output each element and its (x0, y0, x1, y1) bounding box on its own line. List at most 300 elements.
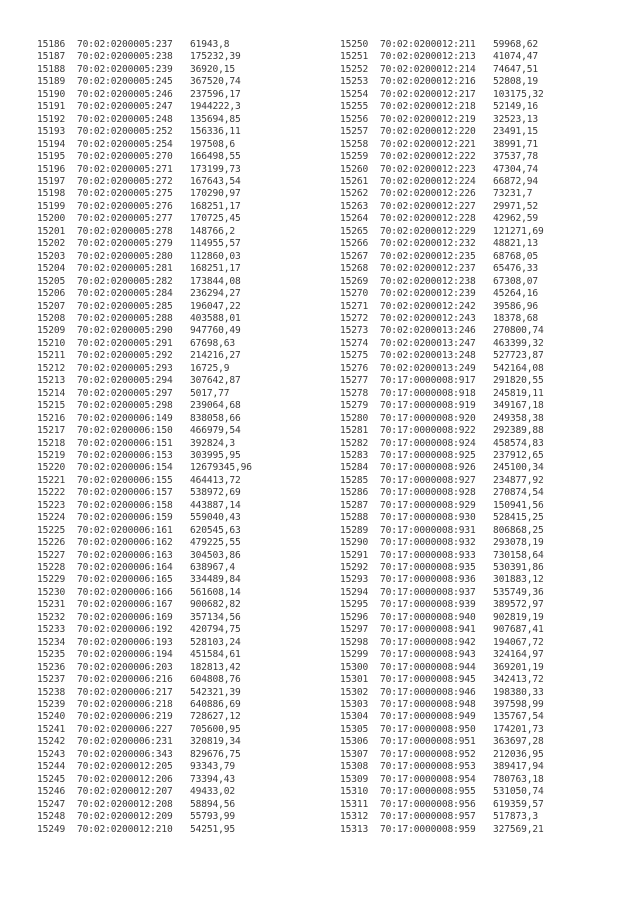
cadastral-number: 70:17:0000008:925 (380, 449, 476, 461)
row-number: 15193 (37, 126, 66, 138)
cadastral-value: 479225,55 (190, 537, 241, 549)
cadastral-value: 73231,7 (493, 188, 533, 200)
table-row (340, 39, 613, 51)
cadastral-value: 349167,18 (493, 400, 544, 412)
row-number: 15227 (37, 549, 66, 561)
table-row (340, 736, 613, 748)
cadastral-number: 70:17:0000008:949 (380, 711, 476, 723)
cadastral-number: 70:02:0200006:169 (77, 611, 173, 623)
row-number: 15232 (37, 611, 66, 623)
row-number: 15231 (37, 599, 66, 611)
cadastral-number: 70:02:0200005:294 (77, 375, 173, 387)
cadastral-value: 535749,36 (493, 586, 544, 598)
cadastral-number: 70:02:0200006:218 (77, 699, 173, 711)
table-row (340, 724, 613, 736)
cadastral-value: 236294,27 (190, 288, 241, 300)
cadastral-number: 70:02:0200006:163 (77, 549, 173, 561)
cadastral-value: 270800,74 (493, 325, 544, 337)
cadastral-value: 49433,02 (190, 786, 236, 798)
cadastral-number: 70:02:0200012:217 (380, 88, 476, 100)
row-number: 15281 (340, 425, 369, 437)
cadastral-value: 420794,75 (190, 624, 241, 636)
cadastral-number: 70:17:0000008:927 (380, 474, 476, 486)
row-number: 15282 (340, 437, 369, 449)
cadastral-number: 70:02:0200006:219 (77, 711, 173, 723)
row-number: 15269 (340, 275, 369, 287)
row-number: 15212 (37, 362, 66, 374)
row-number: 15222 (37, 487, 66, 499)
row-number: 15230 (37, 586, 66, 598)
table-row (340, 139, 613, 151)
table-row (37, 811, 310, 823)
table-row (340, 64, 613, 76)
cadastral-number: 70:17:0000008:937 (380, 586, 476, 598)
cadastral-value: 249358,38 (493, 412, 544, 424)
table-row (37, 687, 310, 699)
row-number: 15292 (340, 562, 369, 574)
table-row (37, 101, 310, 113)
cadastral-value: 239064,68 (190, 400, 241, 412)
row-number: 15259 (340, 151, 369, 163)
cadastral-number: 70:17:0000008:957 (380, 811, 476, 823)
row-number: 15312 (340, 811, 369, 823)
table-row (37, 400, 310, 412)
cadastral-value: 114955,57 (190, 238, 241, 250)
row-number: 15221 (37, 474, 66, 486)
cadastral-number: 70:02:0200005:282 (77, 275, 173, 287)
row-number: 15301 (340, 674, 369, 686)
row-number: 15270 (340, 288, 369, 300)
cadastral-number: 70:17:0000008:932 (380, 537, 476, 549)
cadastral-value: 270874,54 (493, 487, 544, 499)
table-row (340, 786, 613, 798)
cadastral-number: 70:02:0200012:209 (77, 811, 173, 823)
cadastral-number: 70:02:0200005:254 (77, 138, 173, 150)
cadastral-number: 70:02:0200012:208 (77, 798, 173, 810)
table-row (37, 375, 310, 387)
cadastral-value: 367520,74 (190, 76, 241, 88)
row-number: 15217 (37, 425, 66, 437)
cadastral-number: 70:02:0200006:164 (77, 562, 173, 574)
row-number: 15219 (37, 449, 66, 461)
row-number: 15279 (340, 400, 369, 412)
table-row (37, 201, 310, 213)
table-row (340, 475, 613, 487)
cadastral-number: 70:02:0200005:280 (77, 250, 173, 262)
cadastral-value: 304503,86 (190, 549, 241, 561)
table-row (340, 562, 613, 574)
table-row (37, 662, 310, 674)
cadastral-value: 538972,69 (190, 487, 241, 499)
cadastral-number: 70:02:0200005:288 (77, 312, 173, 324)
table-row (340, 749, 613, 761)
cadastral-value: 170725,45 (190, 213, 241, 225)
table-row (340, 487, 613, 499)
table-row (37, 824, 310, 836)
row-number: 15198 (37, 188, 66, 200)
table-row (37, 574, 310, 586)
table-row (340, 450, 613, 462)
row-number: 15273 (340, 325, 369, 337)
cadastral-number: 70:02:0200012:232 (380, 238, 476, 250)
cadastral-value: 620545,63 (190, 524, 241, 536)
row-number: 15313 (340, 823, 369, 835)
cadastral-number: 70:02:0200012:211 (380, 39, 476, 50)
cadastral-value: 334489,84 (190, 574, 241, 586)
cadastral-number: 70:02:0200013:247 (380, 337, 476, 349)
table-row (340, 325, 613, 337)
table-row (340, 201, 613, 213)
row-number: 15234 (37, 636, 66, 648)
table-row (340, 251, 613, 263)
cadastral-number: 70:02:0200012:206 (77, 773, 173, 785)
table-row (37, 450, 310, 462)
cadastral-number: 70:02:0200005:293 (77, 362, 173, 374)
table-row (340, 238, 613, 250)
table-row (37, 699, 310, 711)
cadastral-number: 70:02:0200006:165 (77, 574, 173, 586)
table-row (340, 288, 613, 300)
row-number: 15194 (37, 138, 66, 150)
table-row (340, 512, 613, 524)
row-number: 15299 (340, 649, 369, 661)
cadastral-value: 542321,39 (190, 686, 241, 698)
row-number: 15216 (37, 412, 66, 424)
cadastral-number: 70:02:0200005:276 (77, 200, 173, 212)
table-row (37, 599, 310, 611)
row-number: 15288 (340, 512, 369, 524)
row-number: 15199 (37, 200, 66, 212)
cadastral-number: 70:02:0200012:205 (77, 761, 173, 773)
cadastral-value: 531050,74 (493, 786, 544, 798)
row-number: 15224 (37, 512, 66, 524)
cadastral-number: 70:17:0000008:918 (380, 387, 476, 399)
row-number: 15311 (340, 798, 369, 810)
cadastral-value: 168251,17 (190, 263, 241, 275)
table-row (340, 164, 613, 176)
table-row (37, 139, 310, 151)
cadastral-number: 70:02:0200005:272 (77, 175, 173, 187)
table-row (340, 599, 613, 611)
row-number: 15187 (37, 51, 66, 63)
table-row (340, 438, 613, 450)
table-row (340, 188, 613, 200)
row-number: 15283 (340, 449, 369, 461)
cadastral-value: 73394,43 (190, 773, 236, 785)
table-row (37, 624, 310, 636)
row-number: 15220 (37, 462, 66, 474)
cadastral-number: 70:02:0200013:246 (380, 325, 476, 337)
row-number: 15189 (37, 76, 66, 88)
cadastral-number: 70:02:0200006:193 (77, 636, 173, 648)
cadastral-value: 194067,72 (493, 636, 544, 648)
row-number: 15295 (340, 599, 369, 611)
row-number: 15254 (340, 88, 369, 100)
cadastral-value: 464413,72 (190, 474, 241, 486)
cadastral-value: 530391,86 (493, 562, 544, 574)
table-row (340, 574, 613, 586)
cadastral-value: 728627,12 (190, 711, 241, 723)
table-row (340, 711, 613, 723)
cadastral-value: 237596,17 (190, 88, 241, 100)
row-number: 15239 (37, 699, 66, 711)
cadastral-value: 182813,42 (190, 661, 241, 673)
cadastral-number: 70:02:0200013:248 (380, 350, 476, 362)
cadastral-number: 70:02:0200012:219 (380, 113, 476, 125)
table-row (340, 226, 613, 238)
table-row (37, 711, 310, 723)
cadastral-value: 463399,32 (493, 337, 544, 349)
table-row (340, 388, 613, 400)
cadastral-value: 67308,07 (493, 275, 539, 287)
cadastral-value: 174201,73 (493, 723, 544, 735)
table-column-left (37, 39, 310, 836)
table-row (37, 226, 310, 238)
cadastral-value: 947760,49 (190, 325, 241, 337)
cadastral-value: 36920,15 (190, 63, 236, 75)
row-number: 15309 (340, 773, 369, 785)
cadastral-number: 70:02:0200005:248 (77, 113, 173, 125)
cadastral-value: 245819,11 (493, 387, 544, 399)
cadastral-value: 175232,39 (190, 51, 241, 63)
cadastral-value: 528415,25 (493, 512, 544, 524)
table-row (37, 213, 310, 225)
cadastral-number: 70:02:0200012:242 (380, 300, 476, 312)
row-number: 15223 (37, 499, 66, 511)
row-number: 15195 (37, 151, 66, 163)
cadastral-number: 70:02:0200005:292 (77, 350, 173, 362)
cadastral-number: 70:02:0200012:218 (380, 101, 476, 113)
table-row (340, 550, 613, 562)
row-number: 15203 (37, 250, 66, 262)
table-row (37, 188, 310, 200)
table-row (340, 101, 613, 113)
cadastral-number: 70:02:0200006:154 (77, 462, 173, 474)
cadastral-number: 70:17:0000008:929 (380, 499, 476, 511)
cadastral-value: 1944222,3 (190, 101, 241, 113)
table-row (340, 114, 613, 126)
cadastral-value: 68768,05 (493, 250, 539, 262)
row-number: 15296 (340, 611, 369, 623)
table-row (37, 761, 310, 773)
cadastral-value: 214216,27 (190, 350, 241, 362)
row-number: 15186 (37, 39, 66, 50)
cadastral-number: 70:17:0000008:953 (380, 761, 476, 773)
cadastral-value: 112860,03 (190, 250, 241, 262)
row-number: 15226 (37, 537, 66, 549)
table-row (340, 126, 613, 138)
table-row (37, 263, 310, 275)
row-number: 15271 (340, 300, 369, 312)
cadastral-number: 70:17:0000008:954 (380, 773, 476, 785)
table-row (340, 375, 613, 387)
cadastral-value: 135767,54 (493, 711, 544, 723)
row-number: 15245 (37, 773, 66, 785)
table-row (37, 301, 310, 313)
cadastral-number: 70:17:0000008:946 (380, 686, 476, 698)
table-row (37, 363, 310, 375)
row-number: 15305 (340, 723, 369, 735)
cadastral-number: 70:02:0200012:228 (380, 213, 476, 225)
row-number: 15228 (37, 562, 66, 574)
row-number: 15209 (37, 325, 66, 337)
cadastral-number: 70:02:0200006:203 (77, 661, 173, 673)
table-row (37, 799, 310, 811)
row-number: 15284 (340, 462, 369, 474)
cadastral-value: 18378,68 (493, 312, 539, 324)
row-number: 15233 (37, 624, 66, 636)
row-number: 15255 (340, 101, 369, 113)
row-number: 15238 (37, 686, 66, 698)
cadastral-value: 320819,34 (190, 736, 241, 748)
cadastral-number: 70:02:0200012:224 (380, 175, 476, 187)
table-row (340, 662, 613, 674)
table-row (37, 512, 310, 524)
cadastral-number: 70:02:0200005:238 (77, 51, 173, 63)
cadastral-value: 397598,99 (493, 699, 544, 711)
cadastral-value: 806868,25 (493, 524, 544, 536)
cadastral-number: 70:02:0200005:239 (77, 63, 173, 75)
cadastral-value: 103175,32 (493, 88, 544, 100)
cadastral-value: 61943,8 (190, 39, 230, 50)
cadastral-value: 838058,66 (190, 412, 241, 424)
cadastral-value: 292389,88 (493, 425, 544, 437)
cadastral-value: 168251,17 (190, 200, 241, 212)
cadastral-number: 70:02:0200005:281 (77, 263, 173, 275)
row-number: 15249 (37, 823, 66, 835)
cadastral-number: 70:02:0200012:221 (380, 138, 476, 150)
row-number: 15192 (37, 113, 66, 125)
cadastral-value: 604808,76 (190, 674, 241, 686)
table-row (340, 350, 613, 362)
table-row (340, 612, 613, 624)
row-number: 15264 (340, 213, 369, 225)
table-row (37, 39, 310, 51)
cadastral-value: 167643,54 (190, 175, 241, 187)
row-number: 15307 (340, 748, 369, 760)
cadastral-number: 70:02:0200006:159 (77, 512, 173, 524)
cadastral-number: 70:02:0200005:245 (77, 76, 173, 88)
cadastral-number: 70:17:0000008:917 (380, 375, 476, 387)
cadastral-number: 70:17:0000008:942 (380, 636, 476, 648)
table-row (340, 301, 613, 313)
cadastral-number: 70:17:0000008:948 (380, 699, 476, 711)
row-number: 15260 (340, 163, 369, 175)
cadastral-value: 58894,56 (190, 798, 236, 810)
cadastral-value: 517873,3 (493, 811, 539, 823)
table-row (37, 276, 310, 288)
cadastral-value: 403588,01 (190, 312, 241, 324)
cadastral-value: 54251,95 (190, 823, 236, 835)
row-number: 15261 (340, 175, 369, 187)
table-row (37, 89, 310, 101)
row-number: 15308 (340, 761, 369, 773)
table-row (37, 475, 310, 487)
cadastral-value: 196047,22 (190, 300, 241, 312)
table-row (340, 699, 613, 711)
cadastral-number: 70:17:0000008:924 (380, 437, 476, 449)
cadastral-number: 70:02:0200005:279 (77, 238, 173, 250)
cadastral-value: 443887,14 (190, 499, 241, 511)
table-row (37, 350, 310, 362)
cadastral-number: 70:17:0000008:945 (380, 674, 476, 686)
row-number: 15298 (340, 636, 369, 648)
table-row (340, 425, 613, 437)
row-number: 15290 (340, 537, 369, 549)
cadastral-number: 70:02:0200006:343 (77, 748, 173, 760)
cadastral-value: 148766,2 (190, 225, 236, 237)
row-number: 15285 (340, 474, 369, 486)
table-row (37, 164, 310, 176)
row-number: 15248 (37, 811, 66, 823)
cadastral-number: 70:02:0200012:223 (380, 163, 476, 175)
row-number: 15257 (340, 126, 369, 138)
cadastral-value: 32523,13 (493, 113, 539, 125)
table-row (37, 774, 310, 786)
table-row (340, 824, 613, 836)
table-row (37, 500, 310, 512)
cadastral-value: 363697,28 (493, 736, 544, 748)
cadastral-value: 42962,59 (493, 213, 539, 225)
table-row (37, 637, 310, 649)
row-number: 15244 (37, 761, 66, 773)
row-number: 15286 (340, 487, 369, 499)
cadastral-number: 70:02:0200006:151 (77, 437, 173, 449)
cadastral-value: 245100,34 (493, 462, 544, 474)
table-row (340, 799, 613, 811)
table-row (37, 786, 310, 798)
cadastral-number: 70:02:0200006:149 (77, 412, 173, 424)
cadastral-value: 198380,33 (493, 686, 544, 698)
row-number: 15240 (37, 711, 66, 723)
table-row (340, 500, 613, 512)
cadastral-number: 70:17:0000008:956 (380, 798, 476, 810)
cadastral-number: 70:02:0200006:150 (77, 425, 173, 437)
row-number: 15275 (340, 350, 369, 362)
cadastral-value: 234877,92 (493, 474, 544, 486)
cadastral-number: 70:02:0200012:238 (380, 275, 476, 287)
table-row (340, 151, 613, 163)
table-row (340, 537, 613, 549)
row-number: 15237 (37, 674, 66, 686)
cadastral-value: 466979,54 (190, 425, 241, 437)
cadastral-value: 900682,82 (190, 599, 241, 611)
table-row (340, 587, 613, 599)
cadastral-value: 173844,08 (190, 275, 241, 287)
cadastral-number: 70:02:0200012:226 (380, 188, 476, 200)
row-number: 15258 (340, 138, 369, 150)
table-row (37, 462, 310, 474)
cadastral-number: 70:02:0200005:298 (77, 400, 173, 412)
table-row (340, 51, 613, 63)
row-number: 15268 (340, 263, 369, 275)
table-row (340, 761, 613, 773)
cadastral-value: 37537,78 (493, 151, 539, 163)
cadastral-value: 47304,74 (493, 163, 539, 175)
cadastral-number: 70:17:0000008:920 (380, 412, 476, 424)
cadastral-value: 907687,41 (493, 624, 544, 636)
row-number: 15218 (37, 437, 66, 449)
cadastral-number: 70:02:0200012:229 (380, 225, 476, 237)
row-number: 15242 (37, 736, 66, 748)
cadastral-value: 135694,85 (190, 113, 241, 125)
cadastral-number: 70:02:0200006:157 (77, 487, 173, 499)
cadastral-number: 70:17:0000008:941 (380, 624, 476, 636)
table-row (37, 487, 310, 499)
table-row (37, 749, 310, 761)
cadastral-number: 70:02:0200006:167 (77, 599, 173, 611)
row-number: 15303 (340, 699, 369, 711)
